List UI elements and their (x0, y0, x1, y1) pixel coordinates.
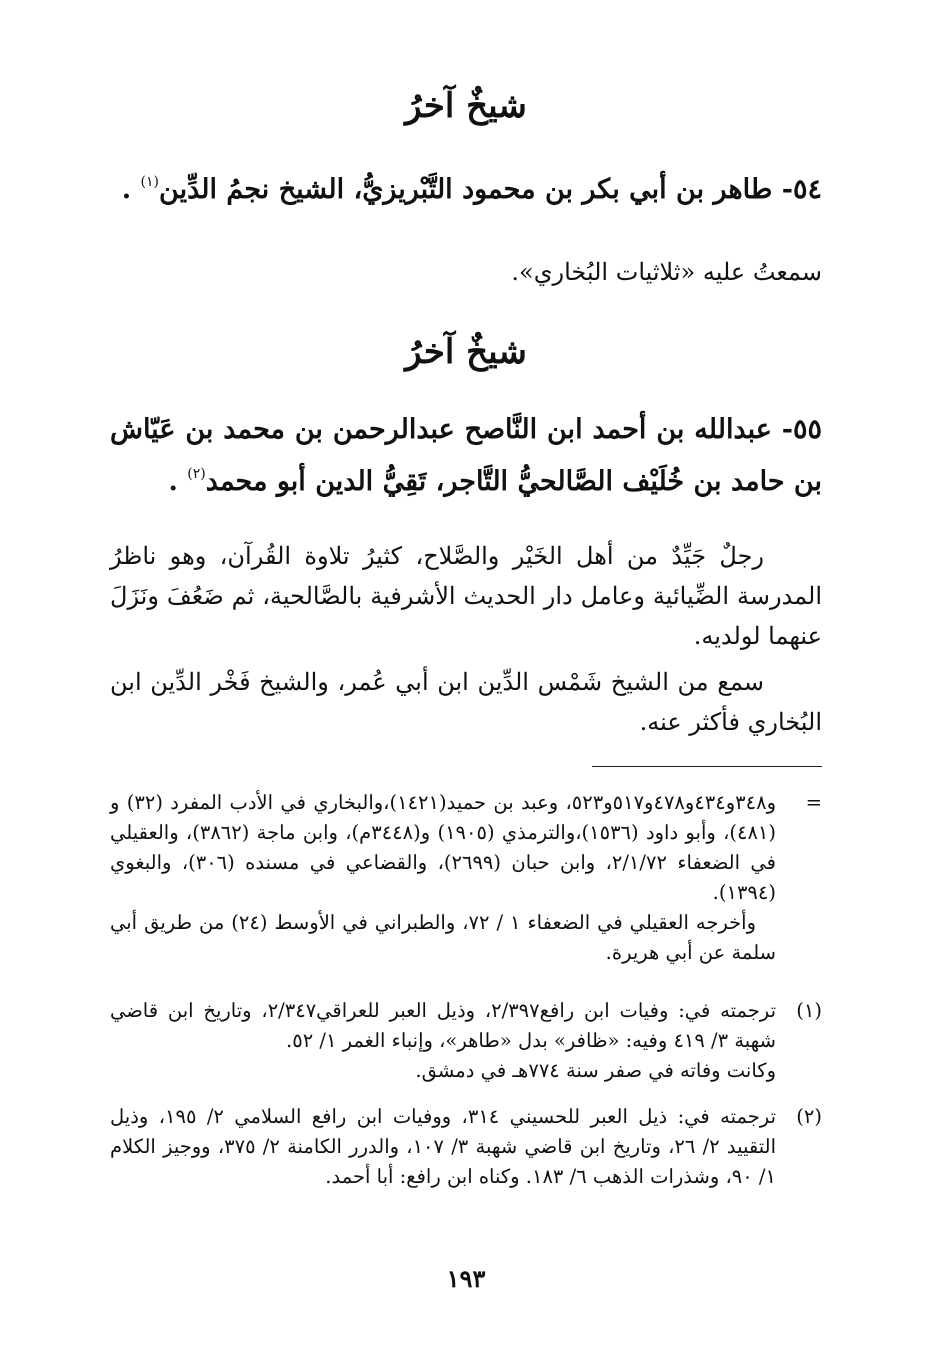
entry-54-text: ٥٤- طاهر بن أبي بكر بن محمود التَّبْريزيُّ، الشيخ نجمُ الدِّين (159, 174, 822, 205)
entry-55-paragraph-2: سمع من الشيخ شَمْس الدِّين ابن أبي عُمر، والشيخ فَخْر الدِّين ابن البُخاري فأكثر عنه. (110, 668, 822, 736)
entry-55-text: ٥٥- عبدالله بن أحمد ابن النَّاصح عبدالرحمن بن محمد بن عَيّاش بن حامد بن خُلَيْف الصَّالحيُّ التَّاجر، تَقِيُّ الدين أبو محمد (110, 414, 822, 497)
footnote-continuation (110, 788, 822, 968)
footnote-continuation-text: و٣٤٨و٤٣٤و٤٧٨و٥١٧و٥٢٣، وعبد بن حميد(١٤٢١)،والبخاري في الأدب المفرد (٣٢) و (٤٨١)، وأبو داود (١٥٣٦)،والترمذي (١٩٠٥) و(٣٤٤٨م)، وابن ماجة (٣٨٦٢)، والعقيلي في الضعفاء ٢/١/٧٢، وابن حبان (٢٦٩٩)، والقضاعي في مسنده (٣٠٦)، والبغوي (١٣٩٤). (110, 791, 777, 904)
footnote-1-text: ترجمته في: وفيات ابن رافع٢/٣٩٧، وذيل العبر للعراقي٢/٣٤٧، وتاريخ ابن قاضي شهبة ٣/ ٤١٩ وفيه: «ظافر» بدل «طاهر»، وإنباء الغمر ١/ ٥٢. (110, 999, 776, 1052)
footnote-1-text-2: وكانت وفاته في صفر سنة ٧٧٤هـ في دمشق. (415, 1059, 776, 1082)
continuation-marker: = (805, 791, 822, 814)
footnote-2-text: ترجمته في: ذيل العبر للحسيني ٣١٤، ووفيات ابن رافع السلامي ٢/ ١٩٥، وذيل التقييد ٢/ ٢٦، وتاريخ ابن قاضي شهبة ٣/ ١٠٧، والدرر الكامنة ٢/ ٣٧٥، ووجيز الكلام ١/ ٩٠، وشذرات الذهب ٦/ ١٨٣. وكناه ابن رافع: أبا أحمد. (110, 1105, 777, 1188)
page-number: ١٩٣ (446, 1264, 486, 1293)
footnote-divider (592, 766, 822, 767)
footnote-ref-1: (١) (140, 174, 160, 190)
entry-55-paragraph-1: رجلٌ جَيِّدٌ من أهل الخَيْر والصَّلاح، كثيرُ تلاوة القُرآن، وهو ناظرُ المدرسة الضِّيائية وعامل دار الحديث الأشرفية بالصَّالحية، ثم ضَعُفَ ونَزَلَ عنهما لولديه. (110, 542, 822, 650)
section-heading-2: شيخٌ آخرُ (405, 332, 527, 372)
entry-54 (110, 160, 822, 212)
footnote-1-marker: (١) (796, 999, 822, 1022)
footnote-2-marker: (٢) (796, 1105, 822, 1128)
entry-55 (110, 408, 822, 504)
section-heading: شيخٌ آخرُ (405, 86, 527, 126)
footnote-ref-2: (٢) (187, 466, 206, 482)
entry-54-end: . (121, 174, 141, 205)
footnote-continuation-text-2: وأخرجه العقيلي في الضعفاء ١ / ٧٢، والطبراني في الأوسط (٢٤) من طريق أبي سلمة عن أبي هريرة. (110, 911, 776, 964)
footnote-2 (110, 1102, 822, 1192)
entry-54-paragraph: سمعتُ عليه «ثلاثيات البُخاري». (511, 258, 822, 286)
footnote-1 (110, 996, 822, 1086)
entry-55-end: . (168, 466, 188, 497)
